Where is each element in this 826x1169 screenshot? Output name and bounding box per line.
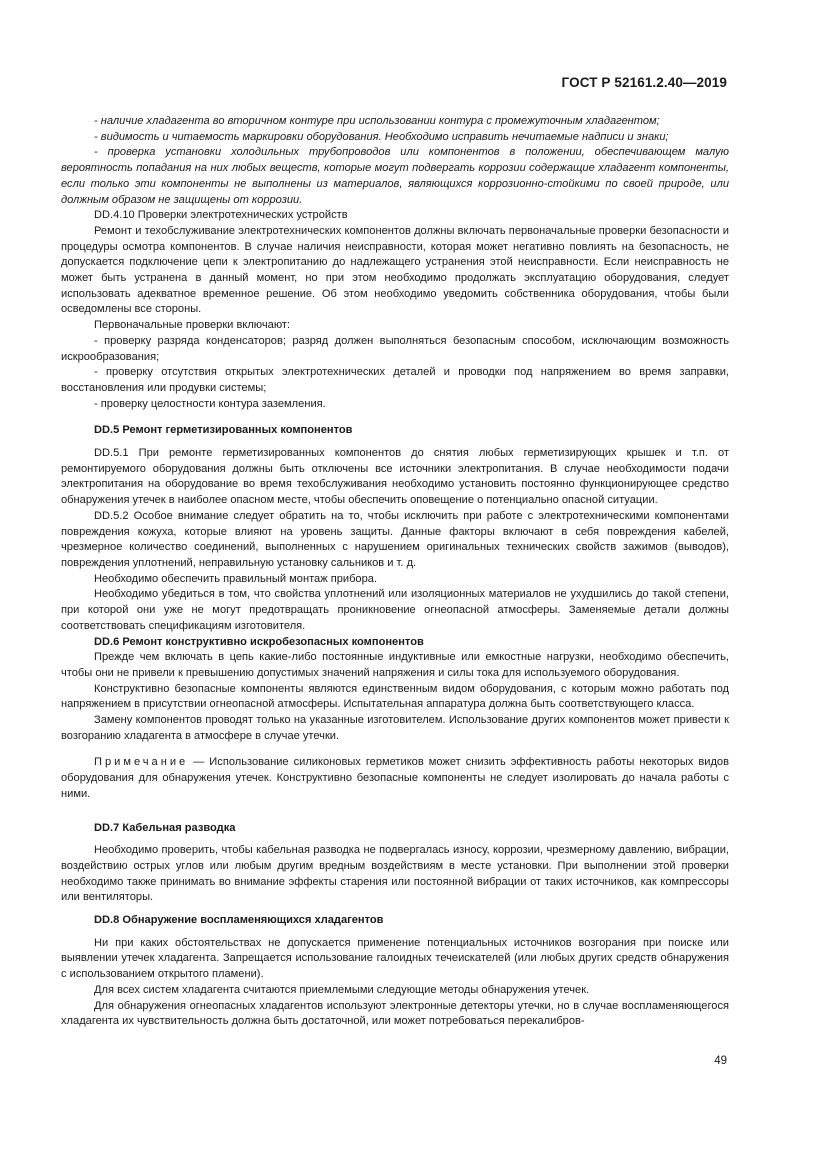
- paragraph: Необходимо проверить, чтобы кабельная разводка не подвергалась износу, коррозии, чрезмерному давлению, вибрации, воздействию острых углов или любым другим вредным воздействиям в месте установки. При выполнении этой проверки необходимо также принимать во внимание эффекты старения или постоянной вибрации от таких источников, как компрессоры или вентиляторы.: [61, 844, 729, 904]
- note-label: Примечание: [94, 756, 189, 769]
- note: [61, 755, 729, 802]
- paragraph: Замену компонентов проводят только на указанные изготовителем. Использование других компонентов может привести к возгоранию хладагента в атмосфере в случае утечки.: [61, 714, 729, 742]
- page-content: [61, 114, 729, 1030]
- list-item: - проверка установки холодильных трубопроводов или компонентов в положении, обеспечивающем малую вероятность попадания на них любых веществ, которые могут подвергать коррозии содержащие хладагент компоненты, если только эти компоненты не выполнены из материалов, являющихся коррозионно-стойкими по своей природе, или должным образом не защищены от коррозии.: [61, 146, 729, 206]
- clause-title-dd-4-10: DD.4.10 Проверки электротехнических устройств: [94, 209, 348, 222]
- paragraph: Для всех систем хладагента считаются приемлемыми следующие методы обнаружения утечек.: [94, 983, 590, 996]
- section-heading-dd-7: DD.7 Кабельная разводка: [94, 821, 236, 834]
- paragraph: DD.5.2 Особое внимание следует обратить на то, чтобы исключить при работе с электротехническими компонентами повреждения кожуха, которые влияют на уровень защиты. Данные факторы включают в себя повреждения кабелей, чрезмерное количество соединений, выполненных с нарушением оригинальных технических свойств зажимов (выводов), повреждения уплотнений, неправильную установку сальников и т. д.: [61, 509, 729, 569]
- list-item: - наличие хладагента во вторичном контуре при использовании контура с промежуточным хладагентом;: [94, 115, 660, 127]
- paragraph: Ни при каких обстоятельствах не допускается применение потенциальных источников возгорания при поиске или выявлении утечек хладагента. Запрещается использование галоидных течеискателей (или любых других средств обнаружения с использованием открытого пламени).: [61, 936, 729, 981]
- section-heading-dd-5: DD.5 Ремонт герметизированных компонентов: [94, 424, 353, 437]
- paragraph: Ремонт и техобслуживание электротехнических компонентов должны включать первоначальные проверки безопасности и процедуры осмотра компонентов. В случае наличия неисправности, которая может негативно повлиять на безопасность, не допускается подключение цепи к электропитанию до надлежащего устранения этой неисправности. Если неисправность не может быть устранена в данный момент, но при этом необходимо продолжать эксплуатацию оборудования, следует использовать адекватное временное решение. Об этом необходимо уведомить собственника оборудования, чтобы были осведомлены все стороны.: [61, 224, 729, 316]
- list-item: - проверку разряда конденсаторов; разряд должен выполняться безопасным способом, исключающим возможность искрообразования;: [61, 334, 729, 363]
- paragraph: Конструктивно безопасные компоненты являются единственным видом оборудования, с которым можно работать под напряжением в присутствии огнеопасной атмосферы. Испытательная аппаратура должна быть соответствующего класса.: [61, 682, 729, 711]
- paragraph: Для обнаружения огнеопасных хладагентов используют электронные детекторы утечки, но в случае воспламеняющегося хладагента их чувствительность должна быть достаточной, или может потребоваться перекалибров-: [61, 999, 729, 1028]
- page-number: 49: [714, 1055, 727, 1067]
- paragraph: Необходимо обеспечить правильный монтаж прибора.: [94, 572, 378, 585]
- paragraph: Первоначальные проверки включают:: [94, 319, 291, 332]
- list-item: - видимость и читаемость маркировки оборудования. Необходимо исправить нечитаемые надписи и знаки;: [94, 130, 669, 143]
- paragraph: Необходимо убедиться в том, что свойства уплотнений или изоляционных материалов не ухудшились до такой степени, при которой они уже не могут предотвращать проникновение огнеопасной атмосферы. Заменяемые детали должны соответствовать спецификациям изготовителя.: [61, 588, 729, 632]
- paragraph: DD.5.1 При ремонте герметизированных компонентов до снятия любых герметизирующих крышек и т.п. от ремонтируемого оборудования должны быть отключены все источники электропитания. В случае необходимости подачи электропитания на оборудование во время техобслуживания необходимо установить постоянно функционирующее средство обнаружения утечек в наиболее опасном месте, чтобы обеспечить оповещение о потенциально опасной ситуации.: [61, 447, 729, 507]
- note-text: — Использование силиконовых герметиков может снизить эффективность работы некоторых видов оборудования для обнаружения утечек. Конструктивно безопасные компоненты не следует изолировать до начала работы с ними.: [61, 756, 729, 800]
- list-item: - проверку отсутствия открытых электротехнических деталей и проводки под напряжением во время заправки, восстановления или продувки системы;: [61, 366, 729, 394]
- standard-id-header: ГОСТ Р 52161.2.40—2019: [561, 75, 727, 90]
- list-item: - проверку целостности контура заземления.: [94, 397, 326, 410]
- section-heading-dd-6: DD.6 Ремонт конструктивно искробезопасных компонентов: [94, 635, 424, 648]
- section-heading-dd-8: DD.8 Обнаружение воспламеняющихся хладагентов: [94, 914, 384, 927]
- paragraph: Прежде чем включать в цепь какие-либо постоянные индуктивные или емкостные нагрузки, необходимо обеспечить, чтобы они не привели к превышению допустимых значений напряжения и силы тока для используемого оборудования.: [61, 651, 729, 679]
